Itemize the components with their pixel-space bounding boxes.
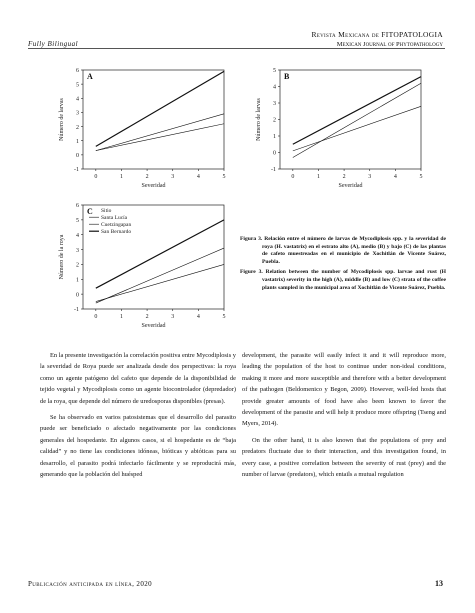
y-tick-label: 4 bbox=[76, 232, 79, 239]
x-tick-label: 4 bbox=[393, 174, 397, 180]
chart-panel-a bbox=[55, 66, 230, 191]
y-axis-label: Número de la roya bbox=[59, 234, 65, 280]
x-tick-label: 0 bbox=[94, 174, 98, 180]
plot-frame bbox=[83, 70, 224, 169]
running-header-right bbox=[311, 30, 443, 50]
x-tick-label: 4 bbox=[196, 314, 200, 320]
text-column-left bbox=[40, 350, 236, 485]
y-tick-label: 0 bbox=[273, 150, 276, 157]
x-tick-label: 2 bbox=[145, 174, 149, 180]
y-tick-label: 2 bbox=[273, 117, 276, 124]
x-tick-label: 2 bbox=[145, 314, 149, 320]
paragraph: En la presente investigación la correlación positiva entre Mycodiplosis y la severidad de Roya puede ser analizada desde dos perspectivas: la roya como un agente patógeno del cafeto que depende de la disponibilidad de tejido vegetal y Mycodiplosis como un agente biocontrolador (depredador) de la roya, que depende del número de uredosporas disponibles (presas). bbox=[40, 352, 236, 405]
x-tick-label: 3 bbox=[171, 314, 175, 320]
series-line bbox=[96, 124, 224, 151]
x-tick-label: 5 bbox=[419, 174, 423, 180]
paragraph: On the other hand, it is also known that the populations of prey and predators fluctuate due to their interaction, and this investigation found, in every case, a positive correlation between the severity of rust (prey) and the number of larvae (predators), which entails a mutual regulation bbox=[242, 436, 446, 479]
x-tick-label: 1 bbox=[119, 314, 123, 320]
figure-caption bbox=[240, 236, 446, 295]
y-tick-label: 6 bbox=[76, 68, 79, 75]
y-tick-label: 0 bbox=[76, 292, 79, 299]
plot-frame bbox=[280, 70, 421, 169]
y-tick-label: 3 bbox=[273, 101, 276, 108]
x-tick-label: 1 bbox=[316, 174, 320, 180]
caption-es: Figura 3. Relación entre el número de larvas de Mycodiplosis spp. y la severidad de roya (H. vastatrix) en el estrato alto (A), medio (B) y bajo (C) de las plantas de cafeto muestreadas en el municipio de Xochitlán de Vicente Suárez, Puebla. bbox=[240, 236, 446, 265]
y-tick-label: 5 bbox=[273, 68, 276, 75]
caption-en: Figure 3. Relation between the number of Mycodiplosis spp. larvae and rust (H vastatrix) severity in the high (A), middle (B) and low (C) strata of the coffee plants sampled in the municipal area of Xochitlán de Vicente Suárez, Puebla. bbox=[240, 269, 446, 291]
legend-entry: Santa Lucía bbox=[101, 215, 128, 221]
y-tick-label: 5 bbox=[76, 218, 79, 225]
y-tick-label: -1 bbox=[271, 167, 276, 174]
x-axis-label: Severidad bbox=[338, 183, 363, 189]
chart-panel-c bbox=[55, 201, 230, 331]
series-line bbox=[293, 77, 421, 145]
x-tick-label: 1 bbox=[119, 174, 123, 180]
x-tick-label: 5 bbox=[222, 174, 226, 180]
y-tick-label: 2 bbox=[76, 262, 79, 269]
x-tick-label: 0 bbox=[291, 174, 295, 180]
series-line bbox=[96, 71, 224, 146]
series-line bbox=[96, 114, 224, 151]
x-axis-label: Severidad bbox=[141, 323, 166, 329]
series-line bbox=[293, 106, 421, 151]
panel-letter: C bbox=[87, 207, 93, 216]
y-tick-label: 5 bbox=[76, 82, 79, 89]
x-tick-label: 3 bbox=[171, 174, 175, 180]
x-tick-label: 4 bbox=[196, 174, 200, 180]
series-line bbox=[293, 83, 421, 157]
paragraph: Se ha observado en varios patosistemas que el desarrollo del parasito puede ser beneficiado o afectado negativamente por las condiciones generales del hospedante. En algunos casos, si el hospedante es de “baja calidad” y no tiene las condiciones idóneas, bióticas y abióticas para su desarrollo, el parasito podrá infectarlo fácilmente y se reproducirá más, generando que la población del huésped bbox=[40, 414, 236, 479]
series-line bbox=[96, 248, 224, 303]
chart-panel-b bbox=[252, 66, 427, 191]
legend-title: Sitio bbox=[101, 208, 112, 214]
x-tick-label: 0 bbox=[94, 314, 98, 320]
header-rule bbox=[28, 48, 445, 49]
text-column-right bbox=[242, 350, 446, 485]
panel-letter: A bbox=[87, 72, 93, 81]
page-number: 13 bbox=[435, 579, 443, 588]
x-axis-label: Severidad bbox=[141, 183, 166, 189]
y-axis-label: Número de larvas bbox=[256, 98, 262, 141]
journal-title-es: Revista Mexicana de FITOPATOLOGIA bbox=[311, 30, 443, 39]
y-tick-label: 1 bbox=[76, 138, 79, 145]
y-tick-label: 4 bbox=[76, 96, 79, 103]
y-tick-label: 4 bbox=[273, 84, 276, 91]
journal-title-en: Mexican Journal of Phytopathology bbox=[336, 41, 443, 48]
footer-publication: Publicación anticipada en línea, 2020 bbox=[28, 580, 153, 588]
x-tick-label: 5 bbox=[222, 314, 226, 320]
y-tick-label: 0 bbox=[76, 153, 79, 160]
y-tick-label: -1 bbox=[74, 167, 79, 174]
legend-entry: Cuetzingapan bbox=[101, 222, 132, 228]
y-tick-label: 2 bbox=[76, 124, 79, 131]
series-line bbox=[96, 264, 224, 301]
y-tick-label: 1 bbox=[273, 134, 276, 141]
x-tick-label: 2 bbox=[342, 174, 346, 180]
y-tick-label: -1 bbox=[74, 307, 79, 314]
y-tick-label: 1 bbox=[76, 277, 79, 284]
y-axis-label: Número de larvas bbox=[59, 98, 65, 141]
x-tick-label: 3 bbox=[368, 174, 372, 180]
panel-letter: B bbox=[284, 72, 290, 81]
y-tick-label: 3 bbox=[76, 247, 79, 254]
legend-entry: San Bernardo bbox=[101, 229, 132, 235]
running-header-left: Fully Bilingual bbox=[28, 40, 79, 48]
paragraph: development, the parasite will easily infect it and it will reproduce more, leading the population of the host to continue under non-ideal conditions, making it more and more susceptible and therefore with a better development of the pathogen (Beldomenico y Begon, 2009). However, well-fed hosts that provide greater amounts of food have also been known to favor the development of the parasite and will help it produce more offspring (Tseng and Myers, 2014). bbox=[242, 352, 446, 428]
y-tick-label: 6 bbox=[76, 203, 79, 210]
y-tick-label: 3 bbox=[76, 110, 79, 117]
